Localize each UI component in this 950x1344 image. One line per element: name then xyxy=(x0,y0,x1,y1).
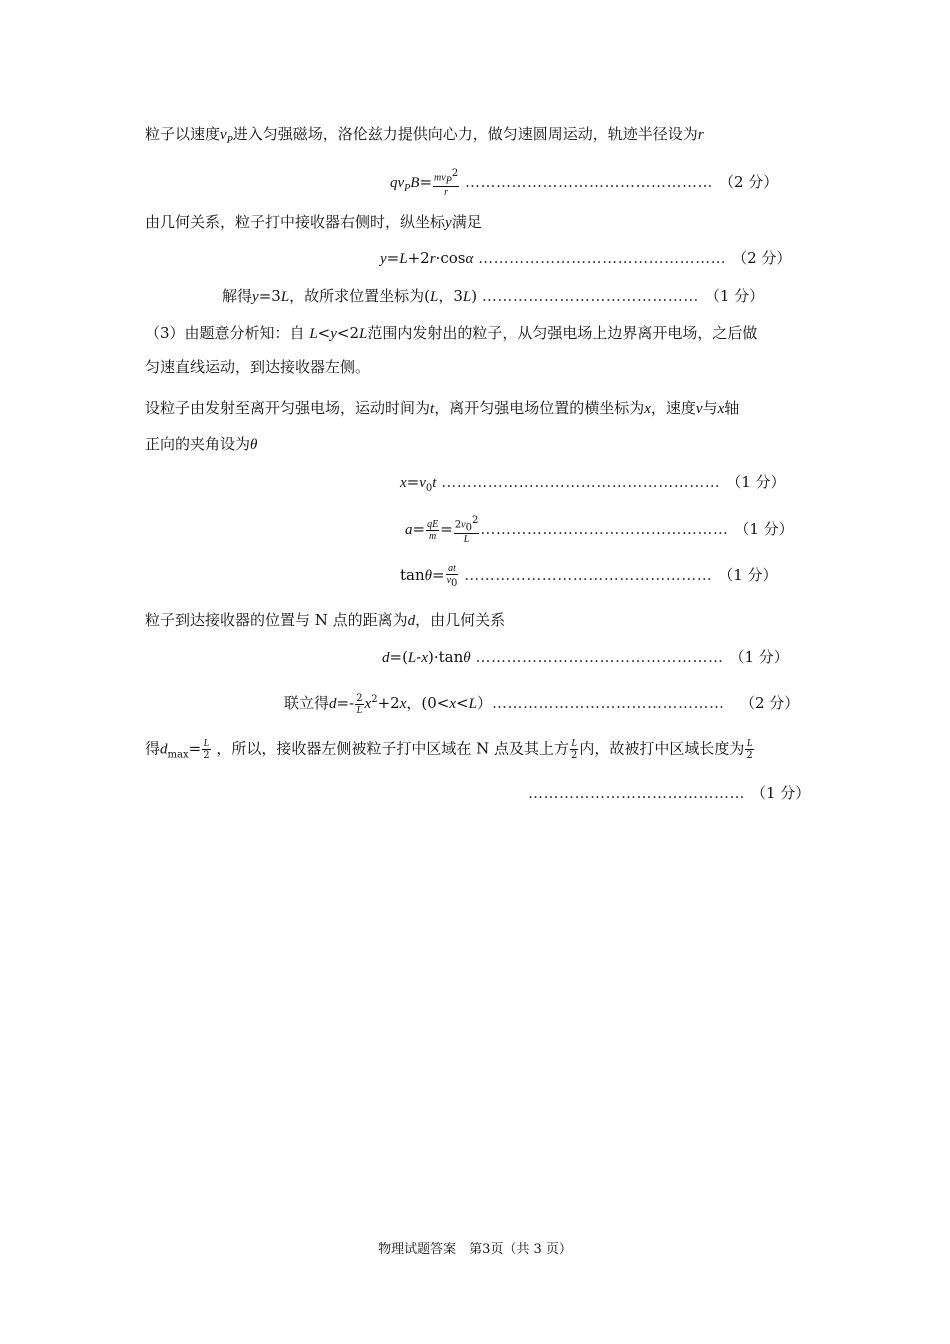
text-segment: ，由几何关系 xyxy=(415,611,506,629)
text-segment: 得 xyxy=(145,739,161,758)
text-segment: 与 xyxy=(702,399,718,417)
score-label: （1 分） xyxy=(726,473,786,491)
dot-leader: ………………………………………… xyxy=(480,520,729,539)
dot-leader: ………………………………………… xyxy=(464,566,713,584)
score-label: （2 分） xyxy=(718,173,779,192)
text-segment: 正向的夹角设为 xyxy=(145,435,251,453)
text-segment: 满足 xyxy=(451,213,482,231)
score-label: （2 分） xyxy=(732,249,792,267)
fraction: $\frac{2}{L}$ xyxy=(356,692,363,716)
text-line-part3b xyxy=(145,357,370,377)
dot-leader: …………………………………… xyxy=(481,287,699,305)
text-segment: 匀速直线运动，到达接收器左侧。 xyxy=(145,358,371,376)
fraction: $\frac{qE}{m}$ xyxy=(427,518,439,542)
fraction: $\frac{L}{2}$ xyxy=(571,738,578,761)
dot-leader: …………………………………… xyxy=(528,784,745,802)
text-segment: （3）由题意分析知：自 xyxy=(145,324,310,342)
fraction: $\frac{L}{2}$ xyxy=(746,738,753,761)
equation-a: a= $\frac{qE}{m}$ = $\frac{2v_0^2}{L}$ ………………………………………… （1 分） xyxy=(405,515,794,546)
text-line-1: 粒子以速度$v_P$进入匀强磁场，洛伦兹力提供向心力，做匀速圆周运动，轨迹半径设为r xyxy=(145,125,704,146)
text-segment: ，速度 xyxy=(650,399,696,417)
dot-leader: ………………………………………… xyxy=(464,173,713,192)
equation-d: d=(L-x)·tanθ ………………………………………… （1 分） xyxy=(382,648,789,666)
fraction: $\frac{at}{v_0}$ xyxy=(446,563,458,589)
text-segment: 粒子以速度 xyxy=(145,125,221,143)
text-segment: 内，故被打中区域长度为 xyxy=(579,739,745,758)
score-label: （2 分） xyxy=(740,694,800,712)
text-line-setup: 设粒子由发射至离开匀强电场，运动时间为t，离开匀强电场位置的横坐标为x，速度v与x轴 xyxy=(145,399,740,417)
final-score-line xyxy=(528,783,810,803)
text-segment: 联立得 xyxy=(284,694,330,712)
text-line-part3: （3）由题意分析知：自 L<y<2L范围内发射出的粒子，从匀强电场上边界离开电场，之后做 xyxy=(145,324,758,342)
equation-lorentz: $qv_PB=$ $\frac{mv_P^2}{r}$ ………………………………………… （2 分） xyxy=(390,168,779,199)
text-segment: ，故所求位置坐标为( xyxy=(289,287,431,305)
dot-leader: ………………………………………… xyxy=(478,249,727,267)
text-segment: 范围内发射出的粒子，从匀强电场上边界离开电场，之后做 xyxy=(367,324,758,342)
score-label: （1 分） xyxy=(718,566,778,584)
score-label: （1 分） xyxy=(704,287,765,305)
equation-combined: 联立得d=- $\frac{2}{L}$ $x^2+2x$，(0<x<L）……………………………………… （2 分） xyxy=(284,692,800,716)
text-line-2: 由几何关系，粒子打中接收器右侧时，纵坐标y满足 xyxy=(145,213,482,231)
text-line-distance: 粒子到达接收器的位置与 N 点的距离为d，由几何关系 xyxy=(145,611,506,629)
dot-leader: ……………………………………… xyxy=(491,694,725,712)
result-line: 解得y=3L，故所求位置坐标为(L，3L) …………………………………… （1 分） xyxy=(222,287,765,305)
score-label: （1 分） xyxy=(734,520,794,539)
score-label: （1 分） xyxy=(751,784,811,802)
text-line-setup-b: 正向的夹角设为θ xyxy=(145,435,258,453)
fraction: $\frac{2v_0^2}{L}$ xyxy=(454,515,479,546)
equation-x: $x=v_0t$ ……………………………………………… （1 分） xyxy=(400,473,786,494)
text-segment: 解得 xyxy=(222,287,253,305)
page-footer: 物理试题答案 第3页（共 3 页） xyxy=(378,1242,572,1257)
fraction: $\frac{mv_P^2}{r}$ xyxy=(434,168,459,199)
text-segment: 进入匀强磁场，洛伦兹力提供向心力，做匀速圆周运动，轨迹半径设为 xyxy=(232,125,698,143)
text-segment: 设粒子由发射至离开匀强电场，运动时间为 xyxy=(145,399,431,417)
dot-leader: ……………………………………………… xyxy=(441,473,721,491)
dot-leader: ………………………………………… xyxy=(475,648,724,666)
fraction: $\frac{L}{2}$ xyxy=(203,738,210,761)
text-line-final: 得$d_{max}=$ $\frac{L}{2}$ ，所以，接收器左侧被粒子打中区域在 N 点及其上方 $\frac{L}{2}$ 内，故被打中区域长度为 $\frac{L}{2}$ xyxy=(145,738,753,761)
equation-tan: tanθ= $\frac{at}{v_0}$ ………………………………………… （1 分） xyxy=(400,563,778,589)
text-segment: 粒子到达接收器的位置与 N 点的距离为 xyxy=(145,611,408,629)
text-segment: 轴 xyxy=(724,399,740,417)
equation-geometry-y: y=L+2r·cosα ………………………………………… （2 分） xyxy=(380,249,792,267)
text-segment: 由几何关系，粒子打中接收器右侧时，纵坐标 xyxy=(145,213,446,231)
text-segment: ，所以，接收器左侧被粒子打中区域在 N 点及其上方 xyxy=(216,739,570,758)
score-label: （1 分） xyxy=(729,648,789,666)
text-segment: ，离开匀强电场位置的横坐标为 xyxy=(434,399,645,417)
